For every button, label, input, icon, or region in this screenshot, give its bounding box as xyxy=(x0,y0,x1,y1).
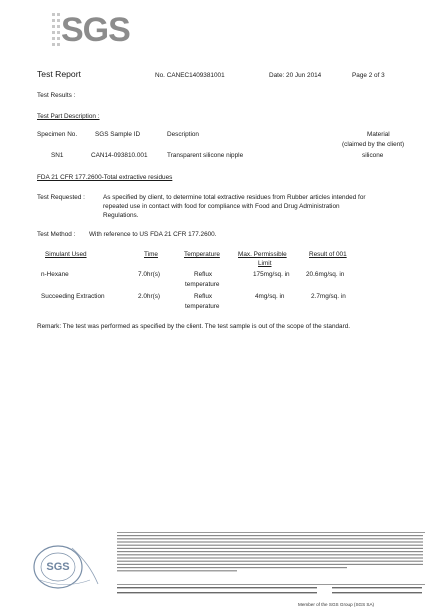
footer-divider xyxy=(117,584,425,585)
remark: Remark: The test was performed as specified by the client. The test sample is out of the scope of the standard. xyxy=(37,323,351,330)
th-max-limit-2: Limit xyxy=(258,260,272,267)
footer-address xyxy=(117,587,425,599)
member-of-sgs-group: Member of the SGS Group (SGS SA) xyxy=(298,602,375,607)
th-simulant: Simulant Used xyxy=(45,251,87,258)
material-value: silicone xyxy=(362,152,384,159)
th-time: Time xyxy=(144,251,158,258)
col-specimen: Specimen No. xyxy=(37,131,78,138)
table-row-simulant: Succeeding Extraction xyxy=(41,293,105,300)
report-date: Date: 20 Jun 2014 xyxy=(269,72,322,79)
stamp-text: SGS xyxy=(46,561,70,573)
sgs-stamp xyxy=(30,540,100,590)
section-title: FDA 21 CFR 177.2600-Total extractive residues xyxy=(37,174,173,181)
report-number: No. CANEC1409381001 xyxy=(155,72,225,79)
table-row-result: 20.6mg/sq. in xyxy=(306,271,345,278)
description-value: Transparent silicone nipple xyxy=(167,152,244,159)
th-max-limit: Max. Permissible xyxy=(238,251,287,258)
test-requested-line2: repeated use in contact with food for compliance with Food and Drug Administration xyxy=(103,203,340,210)
table-row-limit: 4mg/sq. in xyxy=(255,293,285,300)
table-row-limit: 175mg/sq. in xyxy=(253,271,290,278)
table-row-time: 7.0hr(s) xyxy=(138,271,161,278)
specimen-value: SN1 xyxy=(51,152,64,159)
table-row-temp-2: temperature xyxy=(185,281,220,288)
table-row-result: 2.7mg/sq. in xyxy=(311,293,346,300)
part-description-heading: Test Part Description : xyxy=(37,113,100,120)
footer-divider xyxy=(117,532,425,533)
sample-id-value: CAN14-093810.001 xyxy=(91,152,148,159)
table-row-temp-2: temperature xyxy=(185,303,220,310)
th-temperature: Temperature xyxy=(184,251,220,258)
col-sample-id: SGS Sample ID xyxy=(95,131,141,138)
page-number: Page 2 of 3 xyxy=(352,72,385,79)
col-material-sub: (claimed by the client) xyxy=(342,141,405,148)
sgs-logo xyxy=(52,11,130,49)
test-requested-label: Test Requested : xyxy=(37,194,85,201)
test-method-text: With reference to US FDA 21 CFR 177.2600. xyxy=(89,231,217,238)
test-method-label: Test Method : xyxy=(37,231,76,238)
table-row-time: 2.0hr(s) xyxy=(138,293,161,300)
test-requested-line3: Regulations. xyxy=(103,212,139,219)
footer-fine-print xyxy=(117,535,425,583)
col-description: Description xyxy=(167,131,199,138)
table-row-simulant: n-Hexane xyxy=(41,271,69,278)
test-results-label: Test Results : xyxy=(37,92,76,99)
table-row-temp: Reflux xyxy=(194,293,213,300)
col-material: Material xyxy=(367,131,390,138)
logo-text: SGS xyxy=(61,11,130,49)
table-row-temp: Reflux xyxy=(194,271,213,278)
th-result: Result of 001 xyxy=(309,251,347,258)
report-title: Test Report xyxy=(37,69,81,79)
test-requested-line1: As specified by client, to determine total extractive residues from Rubber articles intended for xyxy=(103,194,366,201)
